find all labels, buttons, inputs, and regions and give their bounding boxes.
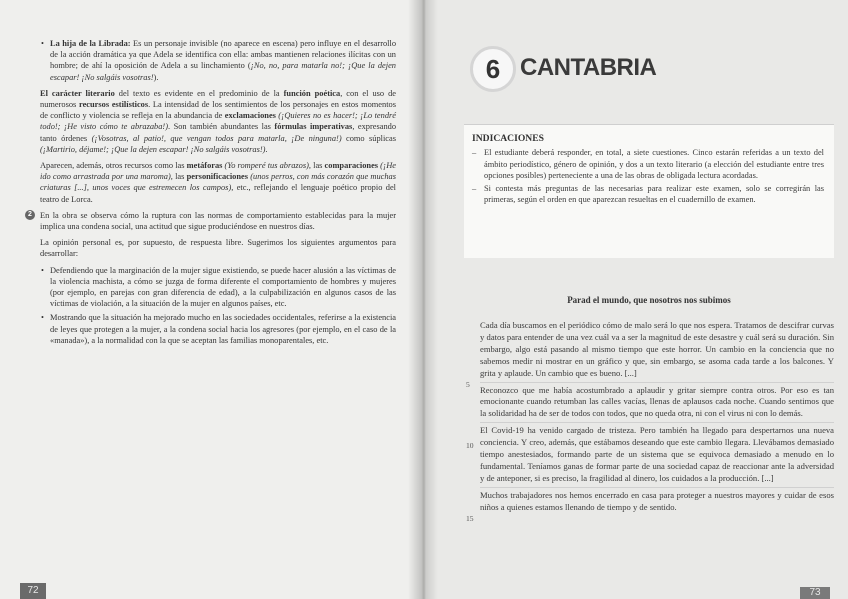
indicacion-item-2: [472, 183, 824, 206]
line-number-15: 15: [466, 514, 474, 523]
text-run: del texto es evidente en el predominio de la: [114, 88, 284, 98]
page-number-right: 73: [800, 587, 830, 599]
text-run: como súplicas: [341, 133, 396, 143]
bullet-hija-quote: ¡No, no, para matarla no!; ¡Que la dejen escapar! ¡No salgáis vosotras!: [50, 61, 396, 82]
indicaciones-title: INDICACIONES: [472, 133, 544, 144]
term-personificaciones: personificaciones: [186, 172, 249, 182]
bullet-hija-end: ).: [153, 72, 159, 82]
bullet-argument-1: • Defendiendo que la marginación de la mujer sigue existiendo, se puede hacer alusión a las víctimas de la violencia machista, a cómo se juzga de forma diferente el comportamiento de hombres y mujeres (por ejemplo, en parejas con gran diferencia de edad), a la culpabilización en algunos casos de las víctimas de violación, a la situación de la mujer en algunos países, etc.: [40, 265, 396, 310]
paragraph-opinion: La opinión personal es, por supuesto, de respuesta libre. Sugerimos los siguientes argumentos para desarrollar:: [40, 238, 396, 259]
quote-run: (unos perros, con más corazón que muchas criaturas [...], unos voces que estremecen los campos): [40, 172, 396, 193]
indicacion-text: Si contesta más preguntas de las necesarias para realizar este examen, solo se corregirán las primeras, según el orden en que aparezcan resueltas en el cuadernillo de examen.: [484, 183, 824, 205]
text-run: , las: [308, 161, 325, 171]
paragraph-caracter-literario: [40, 88, 396, 155]
quote-run: (¡He ido como arrastrada por una maroma): [40, 161, 396, 182]
quote-run: (¡Martirio, déjame!; ¡Que la dejen escapar! ¡No salgáis vosotras!): [40, 144, 266, 154]
text-run: , con el uso de numerosos: [40, 88, 396, 110]
term-exclamaciones: exclamaciones: [224, 111, 276, 121]
book-gutter: [408, 0, 438, 599]
bullet-hija-text: Es un personaje invisible (no aparece en escena) pero influye en el desarrollo de la acción dramática ya que Adela se identifica con ella: ambas mantienen relaciones ilícitas con un hombre; de ahí la oposición de Adela a su linchamiento (: [50, 39, 397, 71]
article-paragraph-3: El Covid-19 ha venido cargado de tristeza. Pero también ha llegado para despertarnos una nueva conciencia. Y creo, además, que estábamos deseando que este cambio llegara. Llevábamos demasiado tiempo anestesiados, formando parte de un sistema que se equivoca demasiado a menudo en lo fundamental. Teníamos ganas de formar parte de una sociedad capaz de reaccionar ante la adversidad y de anteponer, si es preciso, la fragilidad al dinero, los cuidados a la producción. [...]: [480, 425, 834, 488]
indicacion-text: El estudiante deberá responder, en total, a siete cuestiones. Cinco estarán referidas a un texto del ámbito periodístico, género de opinión, y dos a un texto literario (a elección del estudiante entre tres opciones posibles) perteneciente a una de las obras de obligada lectura acordadas.: [484, 148, 824, 181]
chapter-title: CANTABRIA: [520, 54, 657, 81]
line-number-10: 10: [466, 441, 474, 450]
text-run: , expresando tanto órdenes: [40, 122, 397, 143]
quote-run: (¡Quieres no es hacer!; ¡Lo tendré todo!; ¡He visto cómo te abrazaba!): [40, 111, 396, 132]
indicaciones-box: [464, 124, 834, 258]
dash-marker: –: [472, 183, 477, 193]
text-run: Aparecen, además, otros recursos como las: [40, 161, 187, 171]
article-body: [466, 320, 834, 523]
text-run: . La intensidad de los sentimientos de los personajes en estos momentos de conflicto y violencia se refleja en la abundancia de: [40, 100, 396, 121]
indicacion-item-1: [472, 147, 824, 182]
term-caracter-literario: El carácter literario: [40, 88, 115, 98]
term-comparaciones: comparaciones: [324, 161, 379, 171]
paragraph-obra: [28, 210, 396, 232]
term-metaforas: metáforas: [186, 161, 223, 171]
bullet-list-hija: [40, 38, 396, 83]
term-formulas-imperativas: fórmulas imperativas: [274, 122, 353, 132]
question-number-marker: 2: [25, 210, 35, 220]
bullet-hija-label: La hija de la Librada:: [50, 39, 131, 48]
term-funcion-poetica: función poética: [283, 88, 341, 98]
quote-run: (Yo romperé tus abrazos): [222, 161, 309, 171]
chapter-number-badge: 6: [470, 46, 516, 92]
term-recursos: recursos estilísticos: [79, 100, 149, 110]
text-run: .: [265, 144, 268, 154]
page-number-left: 72: [20, 583, 46, 599]
bullet-argument-2: • Mostrando que la situación ha mejorado mucho en las sociedades occidentales, referirse a la existencia de leyes que protegen a la mujer, a la condena social hacia los agresores (por ejemplo, en el caso de la «manada»), a la normalidad con la que se aceptan las familias monoparentales, etc.: [40, 312, 396, 346]
article-paragraph-4: Muchos trabajadores nos hemos encerrado en casa para proteger a nuestros mayores y cuidar de esos niños a quienes estamos llenando de tiempo y de sentido.: [480, 489, 834, 512]
text-run: . Son también abundantes las: [168, 122, 275, 132]
article-paragraph-2: Reconozco que me había acostumbrado a aplaudir y gritar siempre contra otros. Por eso es tan emocionante cuando retumban las calles vacías, llenas de aplausos cada noche. Cuando sentimos que la solidaridad ha de ser de todos con todos, que no queda otra, ni con el virus ni con lo demás.: [480, 385, 834, 424]
bullet-list-arguments: [40, 265, 396, 346]
bullet-hija-librada: [40, 38, 396, 83]
text-run: , etc., reflejando el lenguaje poético propio del teatro de Lorca.: [40, 183, 396, 204]
text-run: , las: [170, 172, 187, 182]
paragraph-aparecen: [40, 160, 396, 205]
left-page-text: [28, 38, 397, 351]
article-title: Parad el mundo, que nosotros nos subimos: [567, 295, 731, 305]
quote-run: (¡Vosotras, al patio!, que vengan todos para matarla, ¡De ninguna!): [91, 133, 342, 143]
line-number-5: 5: [466, 380, 470, 389]
dash-marker: –: [472, 148, 477, 157]
article-paragraph-1: Cada día buscamos en el periódico cómo de malo será lo que nos espera. Tratamos de descifrar curvas y datos para entender de una vez cuál va a ser la magnitud de este desastre y cuál será su duración. Sin embargo, algo está pasando al mismo tiempo que este horror. Un cambio en la conciencia que no sabemos medir ni mostrar en un gráfico y que, sin embargo, se asoma cada tarde a los balcones. Y grita y aplaude. Un cambio que es bueno. [...]: [480, 320, 834, 383]
text-run: En la obra se observa cómo la ruptura con las normas de comportamiento establecidas para la mujer implica una condena social, una actitud que sigue produciéndose en nuestros días.: [40, 210, 396, 232]
